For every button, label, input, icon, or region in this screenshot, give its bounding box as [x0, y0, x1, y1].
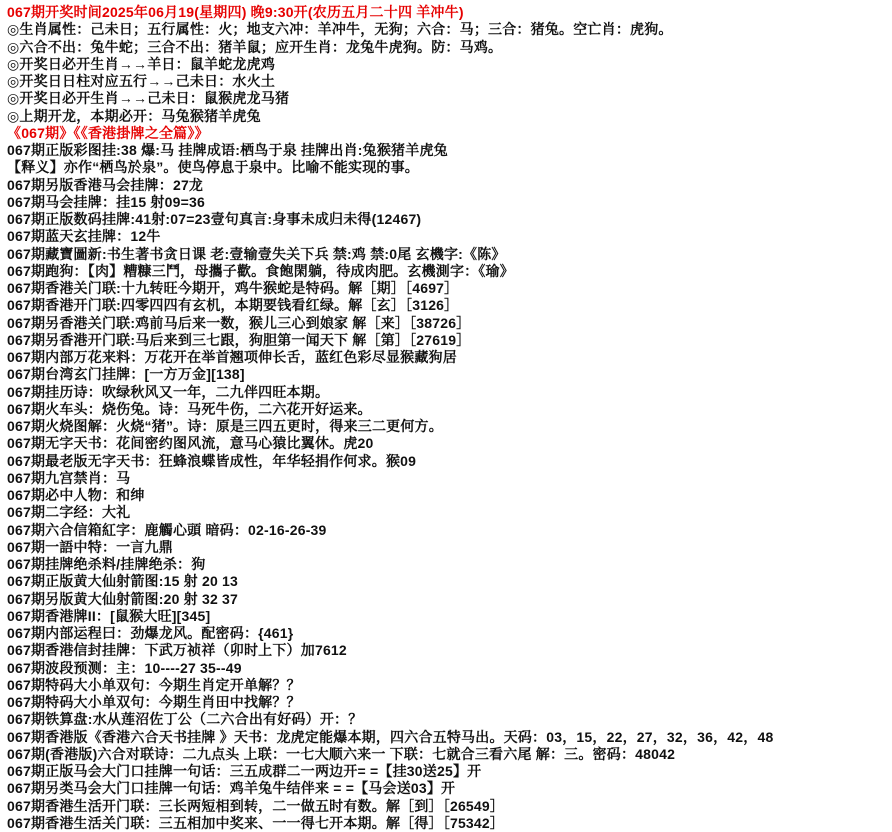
text-line: ◎生肖属性：己未日；五行属性：火；地支六冲：羊冲牛，无狗；六合：马；三合：猪兔。空亡肖：虎狗。	[7, 21, 673, 38]
text-line: 067期跑狗：【肉】糟糠三鬥，母攜子歡。食飽閑躺，待成肉肥。玄機測字：《瑜》	[7, 262, 514, 279]
text-line: 067期火烧图解：火烧“猪”。诗：原是三四五更时，得来三二更何方。	[7, 418, 443, 434]
text-line: 《067期》《《香港掛牌之全篇》》	[7, 124, 209, 141]
text-line: 067期一語中特：一言九鼎	[7, 538, 173, 555]
text-line: 067期挂牌绝杀料/挂牌绝杀：狗	[7, 556, 206, 572]
text-line: 067期特码大小单双句：今期生肖田中找解？？	[7, 694, 301, 710]
text-line: 067期另版香港马会挂牌：27龙	[7, 176, 204, 193]
text-line: 067期香港关门联:十九转旺今期开，鸡牛猴蛇是特码。解［期］［4697］	[7, 280, 459, 296]
text-line: 067期无字天书：花间密约图风流，意马心猿比翼休。虎20	[7, 435, 374, 452]
text-line: 067期挂历诗：吹绿秋风又一年，二九伴四旺本期。	[7, 383, 330, 400]
text-line: ◎开奖日日柱对应五行→→己未日：水火土	[7, 73, 276, 89]
text-line: 067期(香港版)六合对联诗：二九点头 上联：一七大顺六来一 下联：七就合三看六尾 解：三。密码：48042	[7, 745, 676, 762]
text-line: 067期藏寶圖新:书生著书贪日课 老:壹输壹失关下兵 禁:鸡 禁:0尾 玄機字:《陈》	[7, 245, 506, 262]
text-line: ◎上期开龙，本期必开：马兔猴猪羊虎兔	[7, 107, 261, 124]
text-line: 067期必中人物：和绅	[7, 487, 145, 503]
text-line: 067期另香港开门联:马后来到三七跟，狗胆第一闻天下 解［第］［27619］	[7, 331, 471, 348]
text-line: 067期六合信箱紅字：鹿觸心頭 暗码：02-16-26-39	[7, 521, 327, 538]
text-line: ◎开奖日必开生肖→→羊日：鼠羊蛇龙虎鸡	[7, 55, 276, 72]
text-line: ◎开奖日必开生肖→→己未日：鼠猴虎龙马猪	[7, 90, 290, 107]
text-line: 067期波段预测：主：10----27 35--49	[7, 659, 242, 676]
text-line: 067期火车头：烧伤兔。诗：马死牛伤，二六花开好运来。	[7, 400, 372, 417]
text-line: 067期正版黄大仙射箭图:15 射 20 13	[7, 573, 239, 590]
text-line: 067期二字经：大礼	[7, 504, 131, 521]
text-line: 067期蓝天玄挂牌：12牛	[7, 228, 161, 245]
text-line: 067期香港牌II：[鼠猴大旺][345]	[7, 607, 211, 624]
content-lines	[7, 21, 888, 832]
text-line: 067期香港生活关门联：三五相加中奖来、一一得七开本期。解［得］［75342］	[7, 814, 505, 831]
text-line: ◎六合不出：兔牛蛇；三合不出：猪羊鼠；应开生肖：龙兔牛虎狗。防：马鸡。	[7, 38, 503, 55]
text-line: 067期正版马会大门口挂牌一句话：三五成群二一两边开= =【挂30送25】开	[7, 763, 482, 779]
text-line: 067期另类马会大门口挂牌一句话：鸡羊兔牛结伴来 = =【马会送03】开	[7, 780, 456, 797]
text-line: 067期另香港关门联:鸡前马后来一数，猴儿三心到娘家 解［来］［38726］	[7, 314, 471, 331]
text-line: 067期最老版无字天书：狂蜂浪蝶皆成性，年华轻捐作何求。猴09	[7, 452, 417, 469]
text-line: 【释义】亦作“栖鸟於泉”。使鸟停息于泉中。比喻不能实现的事。	[7, 159, 419, 176]
page-title: 067期开奖时间2025年06月19(星期四) 晚9:30开(农历五月二十四 羊冲牛)	[7, 4, 464, 20]
text-line: 067期内部万花来料：万花开在举首翘项伸长舌，蓝红色彩尽显猴藏狗居	[7, 349, 457, 365]
text-line: 067期马会挂牌：挂15 射09=36	[7, 193, 205, 210]
text-line: 067期特码大小单双句：今期生肖定开单解？？	[7, 676, 301, 693]
text-line: 067期香港信封挂牌：下武万祯祥（卯时上下）加7612	[7, 642, 347, 659]
text-line: 067期九宫禁肖：马	[7, 469, 131, 486]
text-line: 067期香港生活开门联：三长两短相到转，二一做五时有数。解［到］［26549］	[7, 797, 505, 814]
text-line: 067期铁算盘:水从莲沼佐丁公（二六合出有好码）开：？	[7, 711, 363, 728]
text-line: 067期香港版《香港六合天书挂牌 》天书：龙虎定能爆本期，四六合五特马出。天码：03，15，22，27，32，36，42，48	[7, 728, 774, 745]
text-line: 067期正版数码挂牌:41射:07=23壹句真言:身事未成归未得(12467)	[7, 211, 422, 227]
text-line: 067期香港开门联:四零四四有玄机，本期要钱看红绿。解［玄］［3126］	[7, 297, 459, 314]
text-line: 067期台湾玄门挂牌：[一方万金][138]	[7, 366, 245, 383]
text-line: 067期正版彩图挂:38 爆:马 挂牌成语:栖鸟于泉 挂牌出肖:兔猴猪羊虎兔	[7, 142, 448, 158]
text-line: 067期另版黄大仙射箭图:20 射 32 37	[7, 590, 239, 607]
text-line: 067期内部运程曰：劲爆龙风。配密码：{461}	[7, 625, 294, 641]
